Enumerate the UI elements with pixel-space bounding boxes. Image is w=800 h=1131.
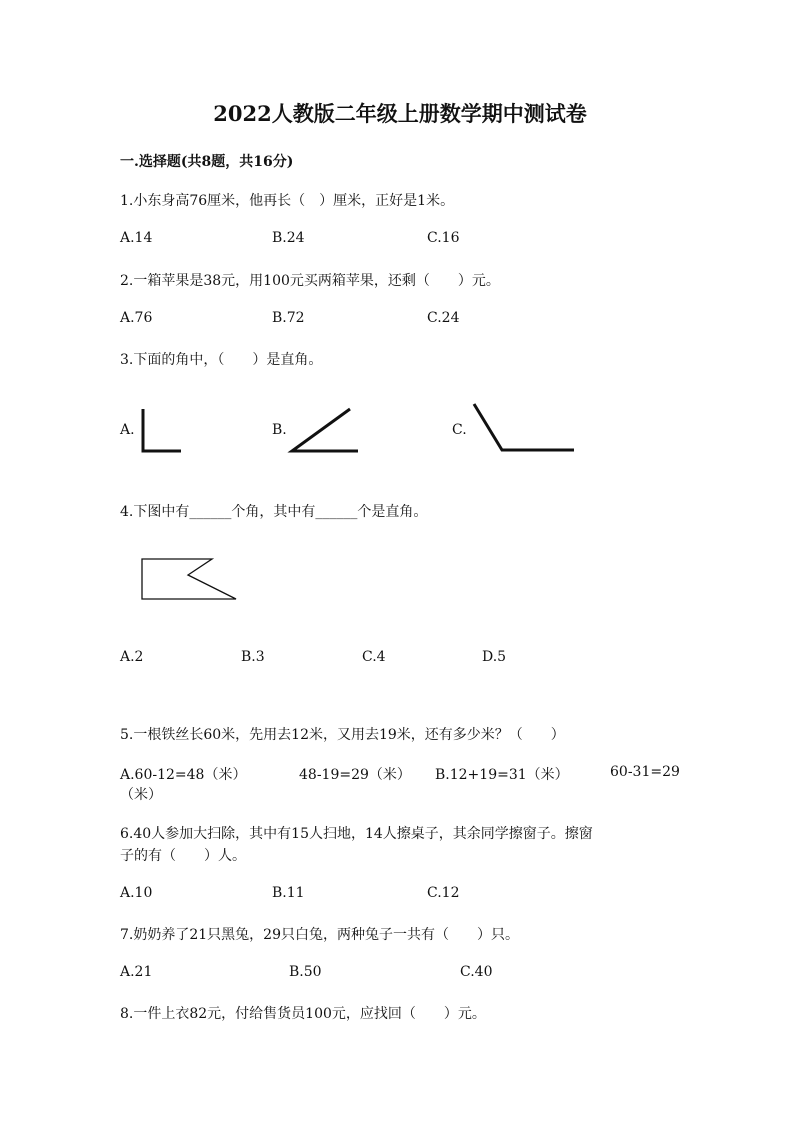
question-6-option-c: C.12: [427, 885, 460, 901]
question-8-stem: 8.一件上衣82元，付给售货员100元，应找回（ ）元。: [120, 1006, 486, 1022]
question-1-option-a: A.14: [120, 230, 153, 246]
question-6-stem-line1: 6.40人参加大扫除，其中有15人扫地，14人擦桌子，其余同学擦窗子。擦窗: [120, 826, 593, 842]
question-5-option-a-step2: 48-19=29（米）: [299, 767, 411, 783]
question-6-stem-line2: 子的有（ ）人。: [120, 848, 246, 864]
question-7-option-b: B.50: [289, 964, 322, 980]
question-2-stem: 2.一箱苹果是38元，用100元买两箱苹果，还剩（ ）元。: [120, 273, 500, 289]
question-6-option-b: B.11: [272, 885, 305, 901]
question-5-option-b-step2: 60-31=29: [610, 764, 680, 780]
question-1-option-c: C.16: [427, 230, 460, 246]
question-3-option-c: C.: [452, 422, 467, 438]
section-heading: 一.选择题(共8题，共16分): [120, 154, 294, 170]
question-4-stem: 4.下图中有______个角，其中有______个是直角。: [120, 504, 428, 520]
question-5-option-a: A.60-12=48（米）: [120, 767, 247, 783]
question-4-option-c: C.4: [362, 649, 386, 665]
question-7-stem: 7.奶奶养了21只黑兔，29只白兔，两种兔子一共有（ ）只。: [120, 927, 519, 943]
question-5-option-b: B.12+19=31（米）: [435, 767, 569, 783]
question-5-option-b-unit: （米）: [120, 787, 162, 803]
question-7-option-a: A.21: [120, 964, 153, 980]
question-4-option-d: D.5: [482, 649, 507, 665]
question-2-option-a: A.76: [120, 310, 153, 326]
question-1-option-b: B.24: [272, 230, 305, 246]
obtuse-angle-figure: [470, 400, 580, 456]
question-4-option-b: B.3: [241, 649, 265, 665]
question-2-option-b: B.72: [272, 310, 305, 326]
question-7-option-c: C.40: [460, 964, 493, 980]
question-5-stem: 5.一根铁丝长60米，先用去12米，又用去19米，还有多少米？（ ）: [120, 727, 565, 743]
question-3-stem: 3.下面的角中，（ ）是直角。: [120, 352, 323, 368]
question-3-option-a: A.: [120, 422, 135, 438]
question-3-option-b: B.: [272, 422, 287, 438]
question-2-option-c: C.24: [427, 310, 460, 326]
question-6-option-a: A.10: [120, 885, 153, 901]
angle-count-figure: [138, 555, 242, 603]
page-title: 2022人教版二年级上册数学期中测试卷: [213, 101, 587, 126]
right-angle-figure: [135, 405, 185, 457]
acute-angle-figure: [288, 405, 364, 457]
question-4-option-a: A.2: [120, 649, 144, 665]
question-1-stem: 1.小东身高76厘米，他再长（ ）厘米，正好是1米。: [120, 193, 455, 209]
